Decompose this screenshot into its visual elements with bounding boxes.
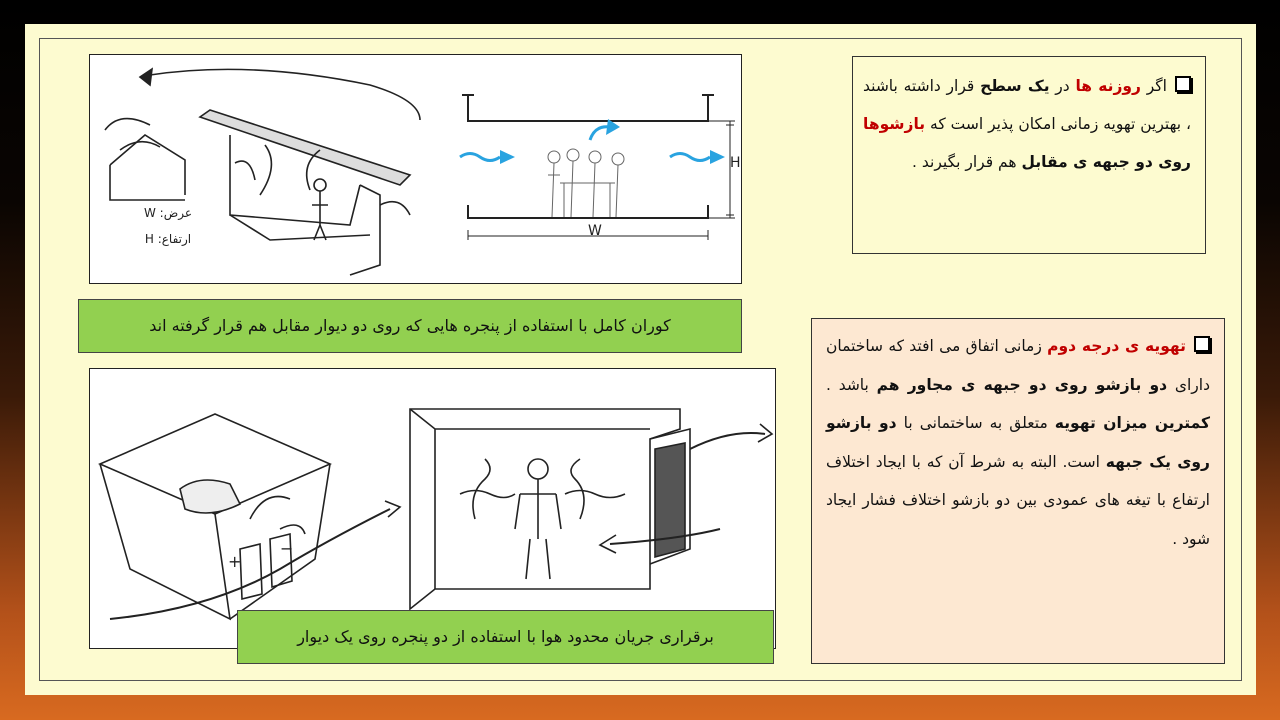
dim-h: H — [730, 155, 741, 171]
highlight-openings: روزنه ها — [1075, 77, 1141, 95]
text-run: قرار داشته باشند ، بهترین تهویه زمانی امکان پذیر است که — [863, 77, 1191, 133]
caption-cross-ventilation: کوران کامل با استفاده از پنجره هایی که روی دو دیوار مقابل هم قرار گرفته اند — [78, 299, 742, 353]
single-side-ventilation-figure — [89, 368, 776, 649]
label-height: ارتفاع: H — [144, 232, 192, 246]
text-run: است. البته به شرط آن که با ایجاد اختلاف ارتفاع با تیغه های عمودی بین دو بازشو اختلاف فشار ایجاد شود . — [826, 452, 1210, 548]
highlight-second-degree: تهویه ی درجه دوم — [1047, 337, 1186, 355]
svg-text:+: + — [228, 552, 242, 571]
arrow-in-icon — [500, 150, 515, 164]
bold-opposite-sides: روی دو جبهه ی مقابل — [1021, 153, 1191, 171]
highlight-windows: بازشوها — [863, 115, 926, 133]
checkbox-bullet-icon — [1194, 336, 1210, 352]
text-run: باشد . — [826, 375, 869, 394]
cross-ventilation-figure — [89, 54, 742, 284]
text-run: در — [1055, 77, 1070, 95]
single-side-ventilation-drawing — [90, 369, 775, 648]
cross-ventilation-text — [852, 56, 1206, 254]
second-degree-ventilation-text — [811, 318, 1225, 664]
text-run: زمانی اتفاق می افتد که ساختمان دارای — [826, 337, 1210, 394]
bold-min-ventilation: کمترین میزان تهویه — [1054, 414, 1211, 432]
bold-adjacent-openings: دو بازشو روی دو جبهه ی مجاور هم — [876, 375, 1168, 394]
dim-w: W — [588, 223, 602, 239]
slide — [25, 24, 1256, 695]
cross-ventilation-drawing — [90, 55, 741, 283]
svg-text:−: − — [280, 539, 294, 558]
text-run: اگر — [1146, 77, 1167, 95]
text-run: هم قرار بگیرند . — [912, 153, 1017, 171]
bold-same-side-openings: دو بازشو روی یک جبهه — [826, 414, 1210, 471]
caption-single-side-ventilation: برقراری جریان محدود هوا با استفاده از دو پنجره روی یک دیوار — [237, 610, 774, 664]
checkbox-bullet-icon — [1175, 76, 1191, 92]
bold-same-level: یک سطح — [980, 77, 1050, 95]
label-width: عرض: W — [143, 206, 193, 220]
arrow-out-icon — [710, 150, 725, 164]
text-run: متعلق به ساختمانی با — [903, 414, 1048, 432]
